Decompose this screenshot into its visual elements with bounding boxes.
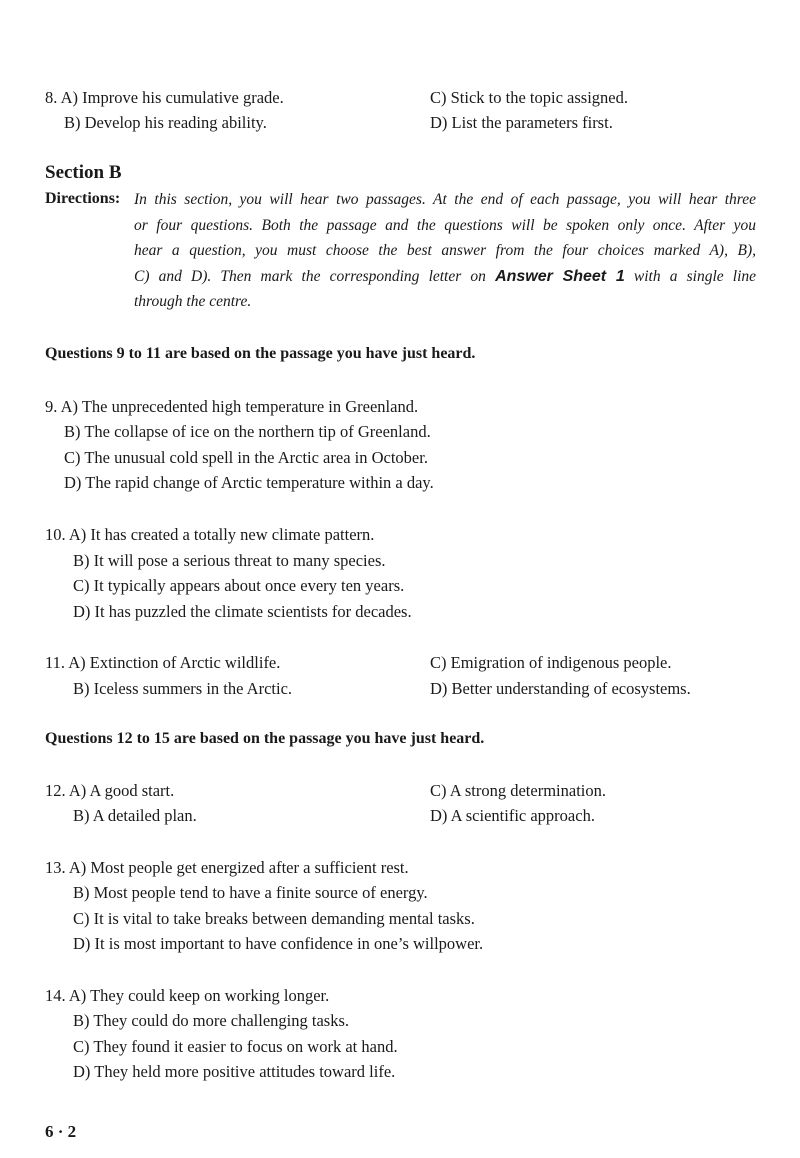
group2-heading: Questions 12 to 15 are based on the passage you have just heard.	[45, 730, 485, 747]
directions-label: Directions:	[45, 190, 121, 207]
q9-option-a: 9. A) The unprecedented high temperature in Greenland.	[45, 397, 419, 416]
q14-option-c: C) They found it easier to focus on work at hand.	[73, 1037, 398, 1056]
directions-line-1: In this section, you will hear two passages. At the end of each passage, you will hear three	[134, 191, 756, 208]
q13-option-d: D) It is most important to have confidence in one’s willpower.	[73, 934, 484, 953]
group1-heading: Questions 9 to 11 are based on the passage you have just heard.	[45, 345, 476, 362]
answer-sheet-label: Answer Sheet 1	[495, 267, 625, 285]
directions-line-3: hear a question, you must choose the best answer from the four choices marked A), B),	[134, 242, 756, 259]
q14-option-a: 14. A) They could keep on working longer.	[45, 986, 330, 1005]
q10-option-d: D) It has puzzled the climate scientists for decades.	[73, 602, 412, 621]
q10-option-b: B) It will pose a serious threat to many species.	[73, 551, 386, 570]
q9-option-c: C) The unusual cold spell in the Arctic area in October.	[64, 448, 428, 467]
directions-line-4-tail: with a single line	[633, 267, 757, 285]
directions-text	[134, 191, 756, 319]
q14-option-b: B) They could do more challenging tasks.	[73, 1011, 350, 1030]
q8-option-a: 8. A) Improve his cumulative grade.	[45, 88, 284, 107]
q11-option-b: B) Iceless summers in the Arctic.	[73, 679, 293, 698]
q8-option-b: B) Develop his reading ability.	[64, 113, 267, 132]
q11-option-c: C) Emigration of indigenous people.	[430, 653, 672, 672]
q10-option-c: C) It typically appears about once every ten years.	[73, 576, 405, 595]
q12-option-c: C) A strong determination.	[430, 781, 606, 800]
q13-option-b: B) Most people tend to have a finite source of energy.	[73, 883, 428, 902]
q9-option-d: D) The rapid change of Arctic temperature within a day.	[64, 473, 434, 492]
q11-option-d: D) Better understanding of ecosystems.	[430, 679, 691, 698]
q12-option-b: B) A detailed plan.	[73, 806, 197, 825]
q10-option-a: 10. A) It has created a totally new climate pattern.	[45, 525, 375, 544]
directions-line-4	[134, 268, 756, 294]
q14-option-d: D) They held more positive attitudes toward life.	[73, 1062, 396, 1081]
q12-option-d: D) A scientific approach.	[430, 806, 595, 825]
page-number: 6 · 2	[45, 1122, 77, 1141]
directions-line-4-head: C) and D). Then mark the corresponding letter on	[134, 267, 486, 285]
q8-option-d: D) List the parameters first.	[430, 113, 613, 132]
directions-line-5: through the centre.	[134, 293, 252, 310]
section-title: Section B	[45, 162, 122, 183]
q12-option-a: 12. A) A good start.	[45, 781, 175, 800]
q11-option-a: 11. A) Extinction of Arctic wildlife.	[45, 653, 281, 672]
q13-option-a: 13. A) Most people get energized after a sufficient rest.	[45, 858, 409, 877]
q13-option-c: C) It is vital to take breaks between demanding mental tasks.	[73, 909, 475, 928]
q8-option-c: C) Stick to the topic assigned.	[430, 88, 628, 107]
directions-line-2: or four questions. Both the passage and the questions will be spoken only once. After you	[134, 216, 756, 234]
q9-option-b: B) The collapse of ice on the northern tip of Greenland.	[64, 422, 431, 441]
